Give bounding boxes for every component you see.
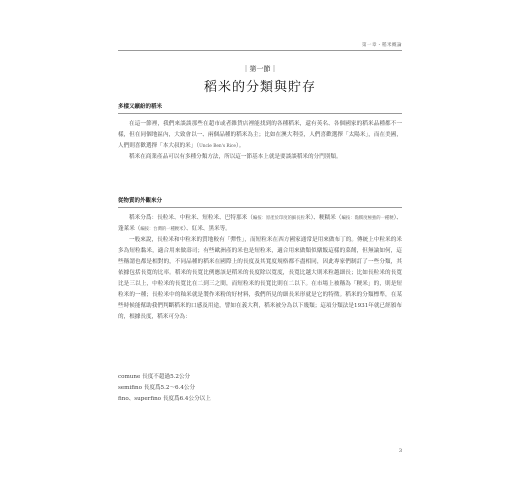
section-appearance: [118, 196, 402, 323]
section-label: ｜第一節｜: [242, 65, 278, 73]
running-head: 第一章・稻米概論: [362, 43, 402, 48]
paragraph-text: ）。: [235, 143, 245, 149]
rice-brand-note: Uncle Ben's Rice: [199, 144, 236, 149]
list-item: fino、superfino 長度爲6.4公分以上: [118, 396, 211, 402]
header-rule: [118, 50, 402, 51]
paragraph-text: 米）、粳糯米（: [304, 215, 342, 221]
editor-note: 編按：黏糯度極強的一種粳: [341, 216, 394, 221]
editor-note: 編按：台灣的一種粳米: [140, 227, 184, 232]
paragraph-appearance-2: 一般來說，長粒米和中粒米的質地較有「彈性」，而短粒米在西方國家通常是用來做布丁的。傳統上中粒米的米多為短粒黏米，適合用來做壽司；有些歐洲產的米也是短粒米，適合用來做類似燉飯這樣的菜餚，但無論如何，這些稱謂也都是相對的，不同品種的稻米在國際上的長度及其寬度規格都不盡相同，因此專家們制訂了一些分類，其依據包括長寬的比率。稻米的長寬比例應該是稻米的長度除以寬度，長寬比越大則米粒越細長；比如長粒米的長寬比是三以上，中粒米的長寬比在二到三之間，而短粒米的長寬比則在二以下。在市場上被稱為「粳米」的，則是短粒米的一種；長粒米中的秈米就是製作米粉的好材料，我們所見的細長米形就是它的特徵。稻米的分類標準，在某些時候能幫助我們判斷稻米的口感及用途，譬如在義大利，稻米被分為以下幾類；這項分類法是1931年就已經頒布的，根據長度，稻米可分為：: [118, 237, 402, 320]
paragraph-variety-2: 稻米在商業產品可以有多種分類方法，所以這一節基本上就是要談談稻米的分門別類。: [129, 154, 342, 160]
paragraph-variety-1: [118, 119, 402, 152]
paragraph-text: ）、紅米、黑米等。: [183, 226, 231, 232]
paragraph-text: ）、蓬萊米（: [118, 215, 403, 232]
paragraph-text: 在這一節裡，我們來談談那些在超市或者雜貨店裡能找到的各種稻米，還有英名、各個國家的稻米品種都不一樣，但在同個地區內，大致會以一、兩個品種的稻米為主；比如在澳大利亞，人們喜歡選擇「太陽米」，而在美國，人們則喜歡選擇「本大叔的米」（: [118, 121, 402, 149]
paragraph-text: 稻米分爲：長粒米、中粒米、短粒米、巴特那米（: [129, 215, 253, 221]
page-number: 3: [398, 448, 402, 454]
subheading-appearance: 從物質的外觀來分: [118, 196, 402, 208]
list-item: semifino 長度爲5.2～6.4公分: [118, 385, 196, 391]
list-item: comune 長度不超過5.2公分: [118, 374, 191, 380]
editor-note: 編按：原產於印度的細長粒: [252, 216, 305, 221]
section-variety: [118, 102, 402, 163]
section-title: 稻米的分類與貯存: [203, 80, 316, 95]
subheading-variety: 多樣又繽紛的稻米: [118, 102, 402, 114]
grade-list: [118, 372, 402, 405]
paragraph-appearance-1: [118, 213, 402, 235]
